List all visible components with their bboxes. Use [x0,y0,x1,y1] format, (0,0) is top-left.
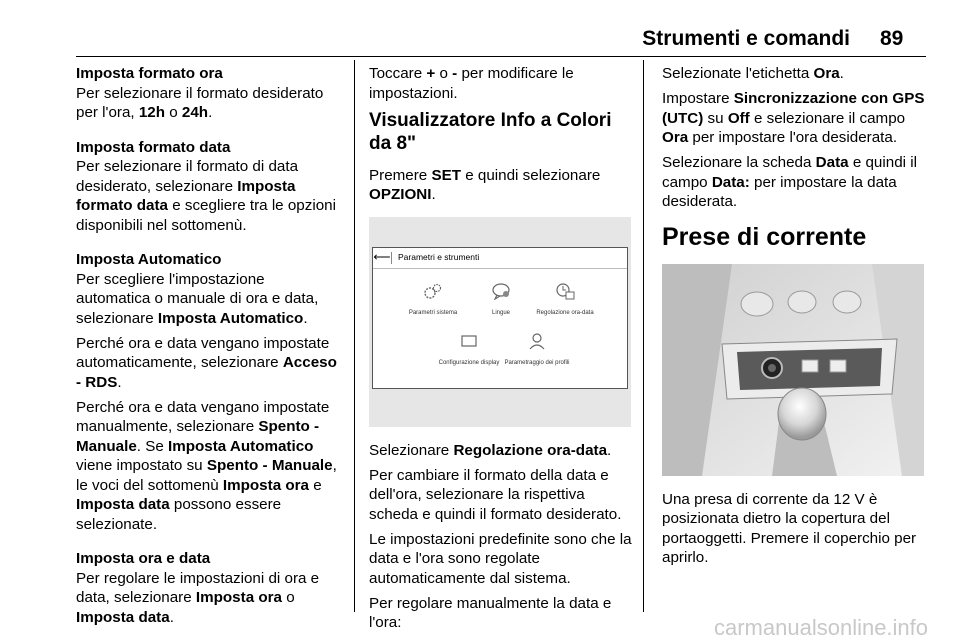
paragraph: Per cambiare il formato della data e dell'ora, selezionare la rispettiva scheda e quindi il formato desiderato. [369,466,622,523]
section-heading: Imposta formato ora [76,65,223,82]
column-2 [369,64,633,638]
screen-title-bar [373,248,627,269]
paragraph: Perché ora e data vengano impostate automaticamente, selezionare Acceso - RDS. [76,334,337,391]
display-screenshot [369,217,631,427]
paragraph: Impostare Sincronizzazione con GPS (UTC) su Off e selezionare il campo Ora per impostare l'ora desiderata. [662,90,925,146]
user-profile-icon [526,332,548,350]
system-settings-item: Parametri sistema [393,282,473,324]
paragraph: Selezionare la scheda Data e quindi il campo Data: per impostare la data desiderata. [662,154,917,210]
display-config-item: Configurazione display [429,332,509,374]
speech-bubble-icon [490,282,512,300]
section-heading: Imposta formato data [76,138,231,156]
power-outlet-photo [662,264,924,476]
paragraph: Le impostazioni predefinite sono che la data e l'ora sono regolate automaticamente dal sistema. [369,530,632,587]
page-number: 89 [880,27,904,50]
paragraph: Per regolare manualmente la data e l'ora: [369,594,612,631]
screen-title: Parametri e strumenti [398,251,480,262]
profiles-item: Parametraggio dei profili [497,332,577,374]
paragraph: Perché ora e data vengano impostate manualmente, selezionare Spento - Manuale. Se Imposta Automatico viene impostato su Spento - Manuale, le voci del sottomenù Imposta ora e Imposta data possono essere selezionate. [76,398,337,533]
paragraph: Selezionare Regolazione ora-data. [369,441,612,459]
paragraph: Toccare + o - per modificare le impostazioni. [369,65,574,102]
section-heading: Prese di corrente [662,222,867,251]
paragraph: Premere SET e quindi selezionare OPZIONI. [369,166,601,203]
paragraph: Imposta formato data Per selezionare il formato di data desiderato, selezionare Imposta formato data e scegliere tra le opzioni disponibili nel sottomenù. [76,138,342,236]
section-heading: Visualizzatore Info a Colori da 8" [369,109,612,154]
running-header-title: Strumenti e comandi [642,27,850,50]
display-icon [458,332,480,350]
paragraph: Selezionate l'etichetta Ora. [662,65,844,82]
paragraph: Imposta ora e data Per regolare le impostazioni di ora e data, selezionare Imposta ora o Imposta data. [76,549,342,627]
header-rule [76,56,926,57]
section-heading: Imposta ora e data [76,550,211,567]
watermark: carmanualsonline.info [714,615,929,640]
column-divider [643,60,644,612]
date-time-item: Regolazione ora-data [525,282,605,324]
back-arrow-icon: ⟵ [373,249,391,264]
column-divider [354,60,355,612]
section-heading: Imposta Automatico [76,251,222,268]
paragraph: Imposta Automatico Per scegliere l'impostazione automatica o manuale di ora e data, selezionare Imposta Automatico. [76,250,342,328]
gears-icon [422,282,444,300]
column-3 [662,64,926,573]
display-screen [372,247,628,389]
paragraph: Una presa di corrente da 12 V è posizionata dietro la copertura del portaoggetti. Premere il coperchio per aprirlo. [662,490,917,566]
clock-calendar-icon [554,282,576,300]
column-1 [76,64,342,633]
languages-item: Lingue [461,282,541,324]
divider [391,252,392,264]
paragraph: Imposta formato ora Per selezionare il formato desiderato per l'ora, 12h o 24h. [76,64,342,123]
